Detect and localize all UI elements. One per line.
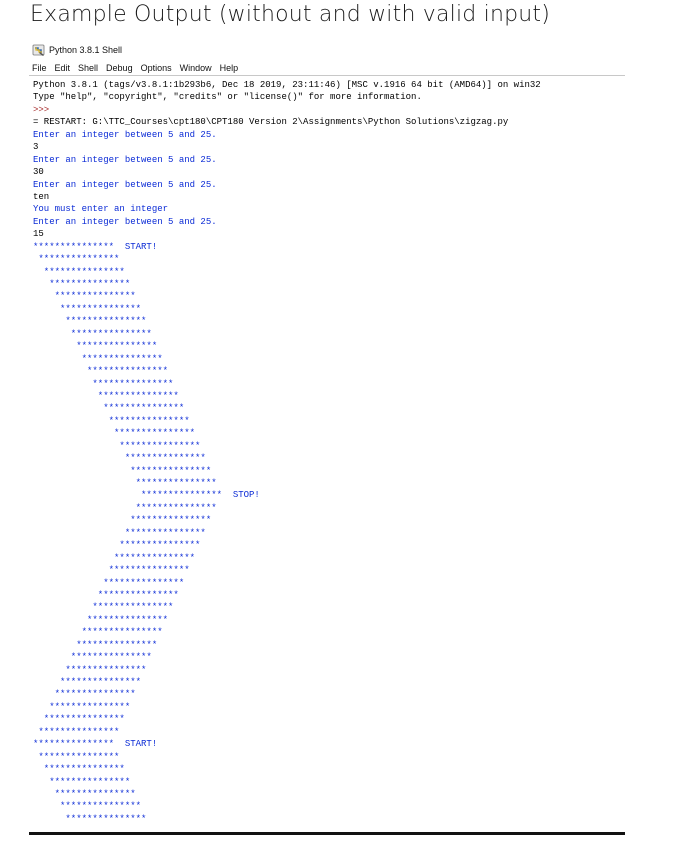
console-line-stdout: *************** [33, 279, 131, 289]
console-line-stdout: *************** [33, 266, 125, 277]
console-line-stdout: *************** [33, 764, 125, 775]
console-line-stdout: *************** [33, 515, 212, 526]
console-line-stdout: *************** [33, 614, 169, 625]
console-line-stdout: *************** [33, 403, 185, 414]
console-line-stdout: *************** [33, 453, 206, 464]
console-line-stdout: *************** [33, 341, 158, 352]
menu-edit[interactable]: Edit [54, 63, 71, 73]
console-line-stdout: *************** [33, 776, 131, 787]
console-line-stdout: *************** [33, 639, 158, 650]
console-line-stdout: *************** [33, 664, 147, 675]
console-line-stdout: *************** [33, 701, 131, 712]
console-line-stdout: *************** [33, 415, 190, 426]
console-line-stdout: *************** [33, 577, 185, 588]
console-line-restart: = RESTART: G:\TTC_Courses\cpt180\CPT180 Version 2\Assignments\Python Solutions\zigzag.py [33, 117, 509, 128]
console-line-prompt: >>> [33, 104, 50, 115]
console-line-stdin: ten [33, 191, 50, 202]
menu-bar [29, 61, 243, 75]
window-title: Python 3.8.1 Shell [49, 45, 123, 55]
menu-options[interactable]: Options [140, 63, 172, 73]
console-line-stdout: *************** [33, 652, 152, 663]
console-line-stdout: *************** [33, 527, 206, 538]
console-line-stdout: *************** [33, 316, 147, 327]
console-line-stdout: *************** [33, 291, 136, 302]
console-line-stdout: *************** [33, 465, 212, 476]
console-line-stdout: You must enter an integer [33, 204, 169, 215]
menu-help[interactable]: Help [219, 63, 239, 73]
console-line-stdout: *************** [33, 328, 152, 339]
console-line-stdout: *************** [33, 353, 163, 364]
python-shell-window [29, 40, 625, 836]
console-line-stdout: Enter an integer between 5 and 25. [33, 216, 217, 227]
console-line-stdout: *************** [33, 502, 217, 513]
console-line-stdout: *************** START! [33, 241, 158, 252]
console-line-stdin: 3 [33, 142, 39, 153]
menu-window[interactable]: Window [179, 63, 212, 73]
console-line-stdin: 30 [33, 167, 44, 178]
console-line-stdin: Python 3.8.1 (tags/v3.8.1:1b293b6, Dec 18 2019, 23:11:46) [MSC v.1916 64 bit (AMD64)] on win32 [33, 80, 541, 90]
console-line-stdout: *************** [33, 627, 163, 638]
console-line-stdout: *************** [33, 726, 120, 737]
console-line-stdout: *************** [33, 540, 201, 551]
console-line-stdout: *************** [33, 366, 169, 377]
console-line-stdout: *************** [33, 751, 120, 762]
console-line-stdin: 15 [33, 229, 44, 240]
console-line-stdout: Enter an integer between 5 and 25. [33, 129, 217, 140]
console-line-stdout: *************** [33, 714, 125, 725]
console-line-stdout: *************** [33, 378, 174, 389]
console-line-stdout: *************** [33, 440, 201, 451]
console-line-stdout: *************** [33, 677, 142, 687]
console-line-stdout: *************** [33, 589, 179, 600]
console-line-stdout: *************** [33, 254, 120, 265]
console-line-stdout: *************** STOP! [33, 490, 260, 501]
console-line-stdin: Type "help", "copyright", "credits" or "license()" for more information. [33, 92, 422, 103]
python-icon [32, 43, 46, 57]
console-line-stdout: *************** [33, 565, 190, 576]
console-line-stdout: *************** [33, 390, 179, 401]
console-line-stdout: *************** START! [33, 739, 158, 750]
console-output [29, 76, 625, 825]
console-line-stdout: Enter an integer between 5 and 25. [33, 179, 217, 190]
bottom-divider [29, 832, 625, 835]
console-line-stdout: *************** [33, 801, 142, 812]
console-line-stdout: *************** [33, 813, 147, 824]
console-line-stdout: *************** [33, 552, 196, 563]
window-titlebar [29, 42, 429, 58]
console-line-stdout: *************** [33, 428, 196, 439]
console-line-stdout: *************** [33, 689, 136, 700]
console-line-stdout: Enter an integer between 5 and 25. [33, 154, 217, 165]
menu-shell[interactable]: Shell [78, 63, 99, 73]
console-line-stdout: *************** [33, 478, 217, 488]
console-line-stdout: *************** [33, 602, 174, 613]
shell-console[interactable] [29, 75, 625, 836]
menu-debug[interactable]: Debug [106, 63, 133, 73]
menu-file[interactable]: File [32, 63, 47, 73]
console-line-stdout: *************** [33, 788, 136, 799]
console-line-stdout: *************** [33, 303, 142, 314]
document-heading: Example Output (without and with valid input) [30, 2, 551, 27]
